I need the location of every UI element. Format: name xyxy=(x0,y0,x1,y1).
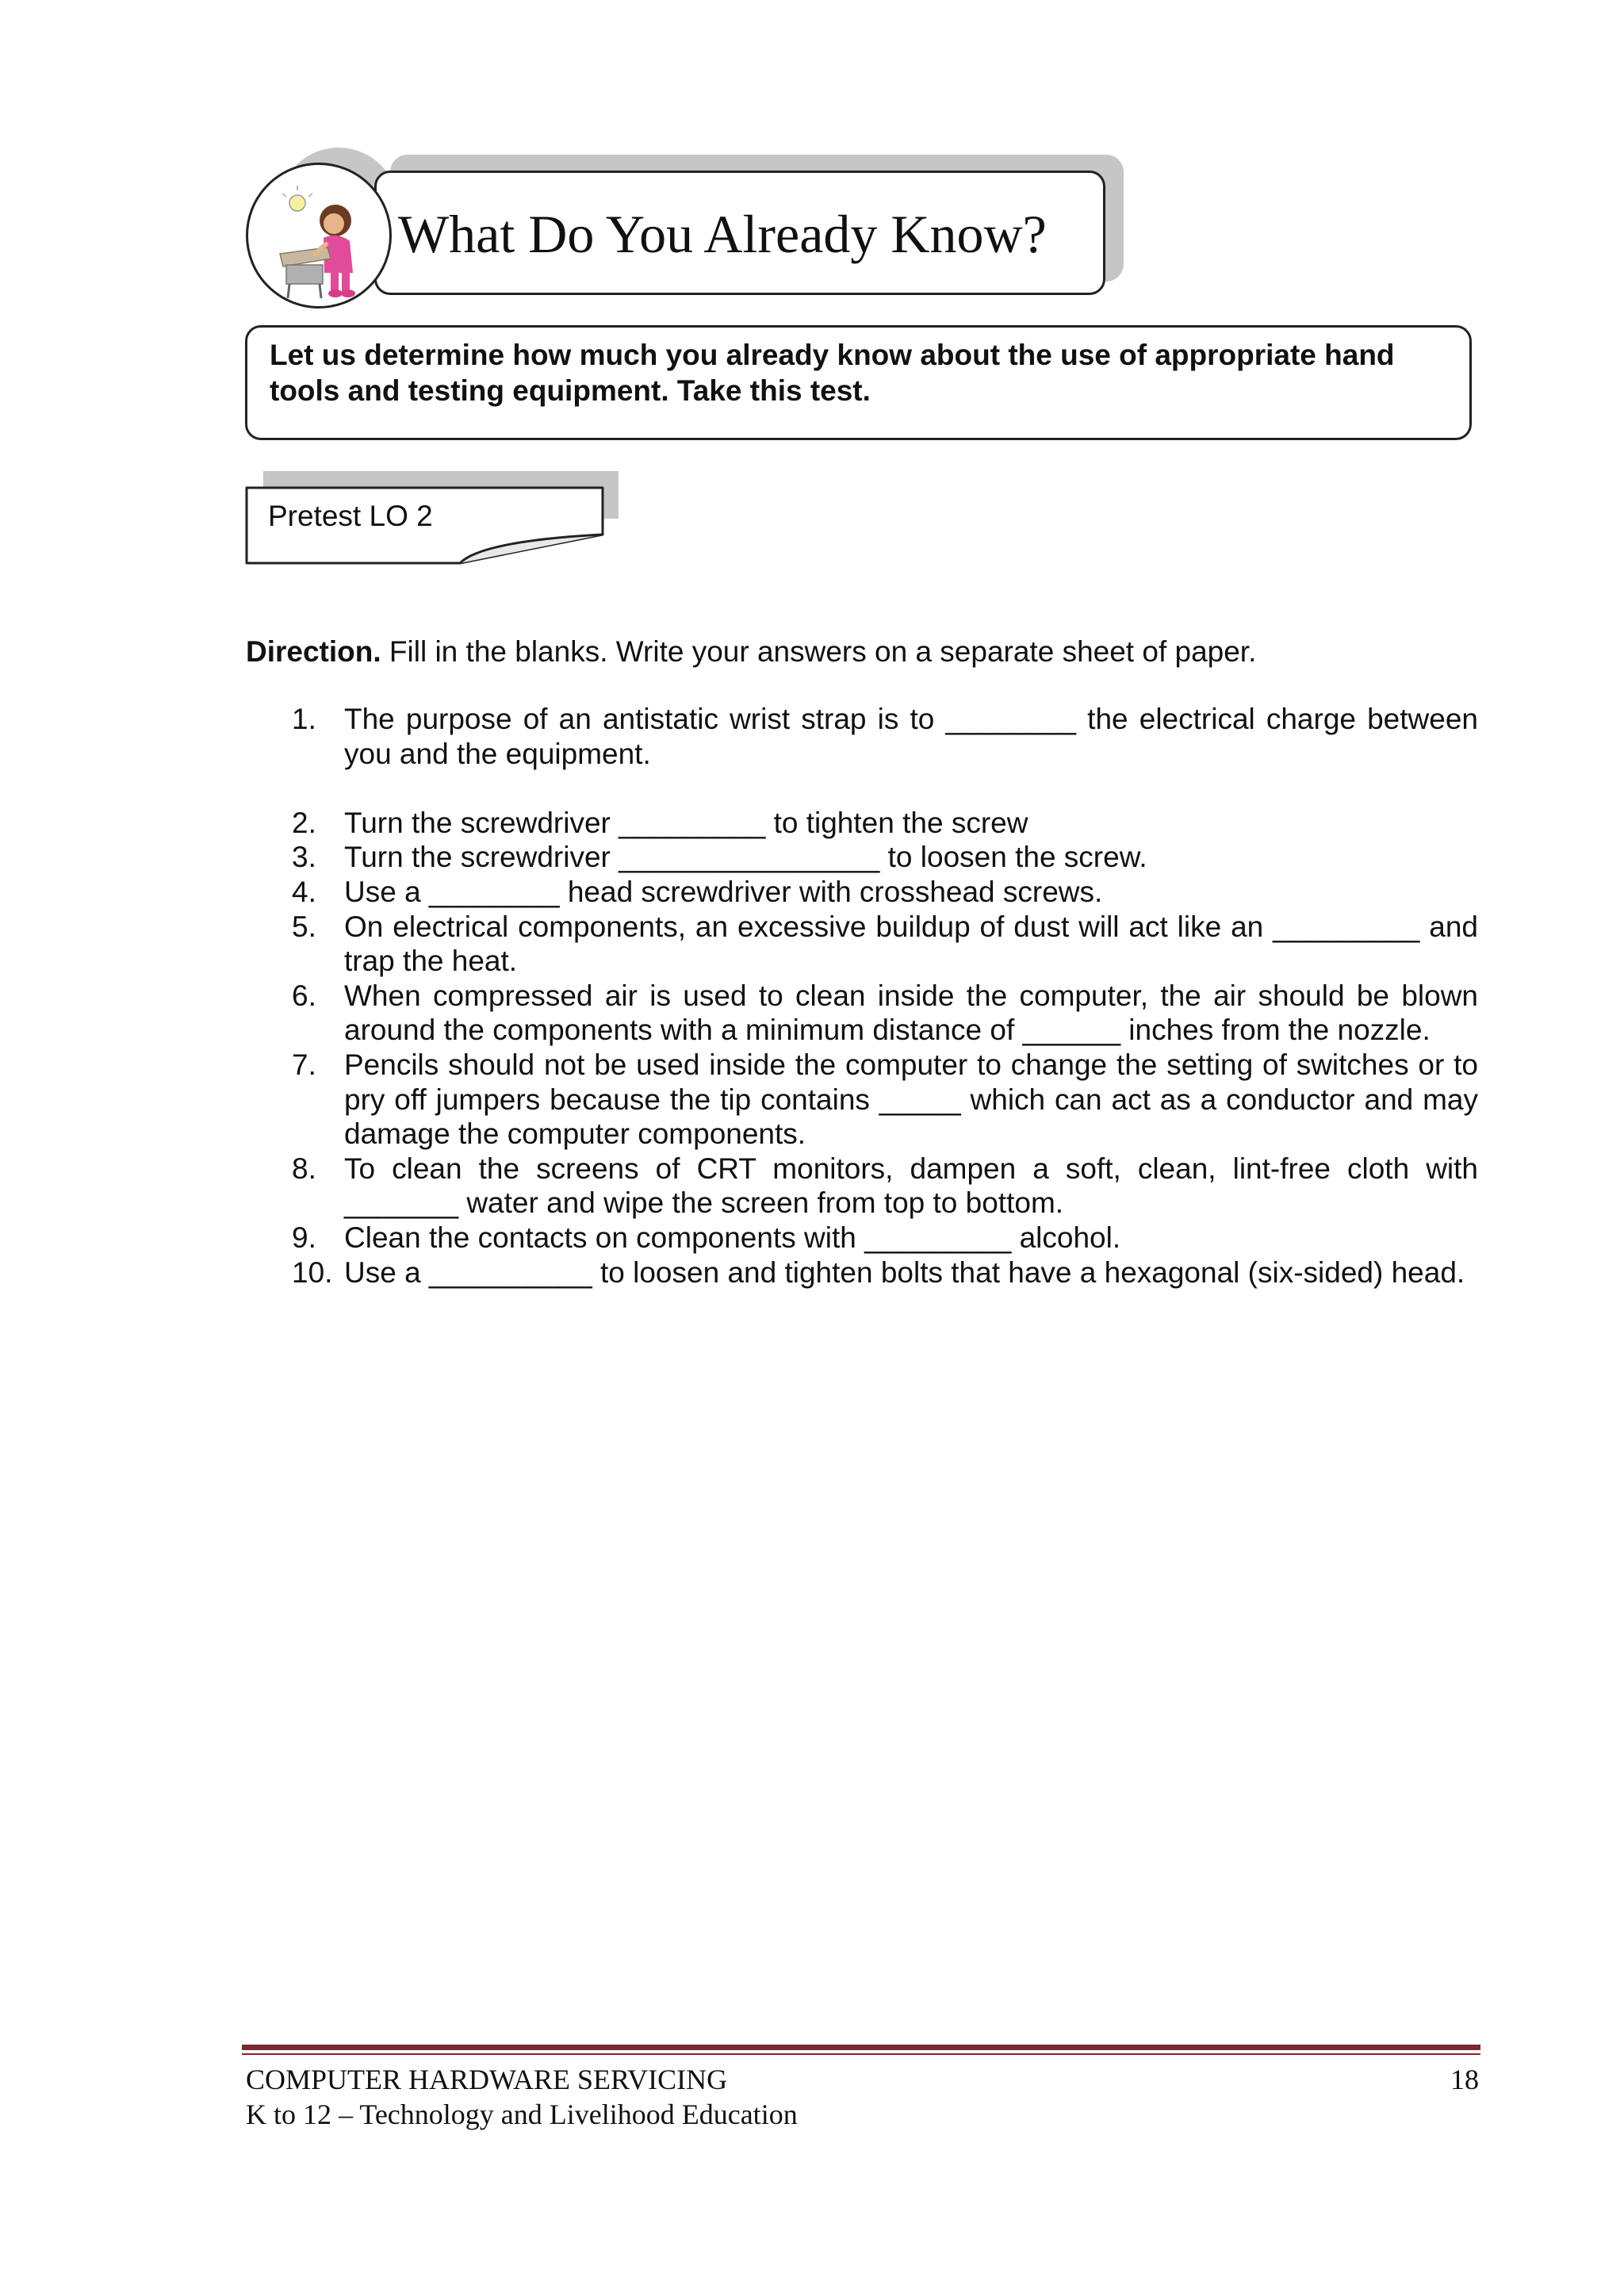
student-at-desk-icon xyxy=(246,163,392,309)
question-text: Pencils should not be used inside the computer to change the setting of switches or to pry off jumpers because the tip contains _____ which can act as a conductor and may damage the computer components. xyxy=(344,1048,1478,1151)
question-item xyxy=(292,1255,1478,1290)
direction-line xyxy=(246,634,1256,669)
question-number: 3. xyxy=(292,841,316,874)
question-item xyxy=(292,702,1478,771)
question-list xyxy=(292,702,1478,1290)
question-item xyxy=(292,979,1478,1048)
question-number: 9. xyxy=(292,1221,316,1254)
question-text: Turn the screwdriver _________ to tighten the screw xyxy=(344,806,1028,839)
question-number: 2. xyxy=(292,806,316,839)
question-text: To clean the screens of CRT monitors, dampen a soft, clean, lint-free cloth with _______ water and wipe the screen from top to bottom. xyxy=(344,1152,1478,1220)
question-text: On electrical components, an excessive buildup of dust will act like an _________ and trap the heat. xyxy=(344,910,1478,978)
footer-rule-thin xyxy=(242,2053,1480,2055)
question-number: 4. xyxy=(292,875,316,908)
intro-text: Let us determine how much you already know about the use of appropriate hand tools and testing equipment. Take this test. xyxy=(270,339,1395,407)
question-item xyxy=(292,1152,1478,1221)
direction-text: Fill in the blanks. Write your answers on a separate sheet of paper. xyxy=(381,635,1257,668)
question-item xyxy=(292,1221,1478,1255)
question-text: Turn the screwdriver ________________ to loosen the screw. xyxy=(344,841,1147,874)
question-item xyxy=(292,910,1478,979)
footer-subject: K to 12 – Technology and Livelihood Education xyxy=(246,2099,798,2130)
pretest-label: Pretest LO 2 xyxy=(268,500,433,532)
question-text: The purpose of an antistatic wrist strap is to ________ the electrical charge between you and the equipment. xyxy=(344,703,1478,770)
question-number: 1. xyxy=(292,703,316,735)
question-number: 8. xyxy=(292,1152,316,1185)
page-title: What Do You Already Know? xyxy=(398,204,1047,264)
question-text: When compressed air is used to clean inside the computer, the air should be blown around the components with a minimum distance of ______ inches from the nozzle. xyxy=(344,979,1478,1047)
page-number: 18 xyxy=(1450,2064,1479,2095)
direction-label: Direction. xyxy=(246,635,381,668)
footer-course-title: COMPUTER HARDWARE SERVICING xyxy=(246,2064,728,2095)
question-text: Clean the contacts on components with _________ alcohol. xyxy=(344,1221,1121,1254)
question-number: 10. xyxy=(292,1255,333,1289)
question-text: Use a __________ to loosen and tighten bolts that have a hexagonal (six-sided) head. xyxy=(344,1255,1465,1289)
question-number: 6. xyxy=(292,979,316,1012)
footer-rule xyxy=(242,2045,1480,2050)
question-number: 5. xyxy=(292,910,316,943)
question-item xyxy=(292,806,1478,841)
question-item xyxy=(292,875,1478,910)
question-item xyxy=(292,1048,1478,1152)
question-text: Use a ________ head screwdriver with crosshead screws. xyxy=(344,875,1103,908)
question-item xyxy=(292,840,1478,875)
question-number: 7. xyxy=(292,1048,316,1081)
